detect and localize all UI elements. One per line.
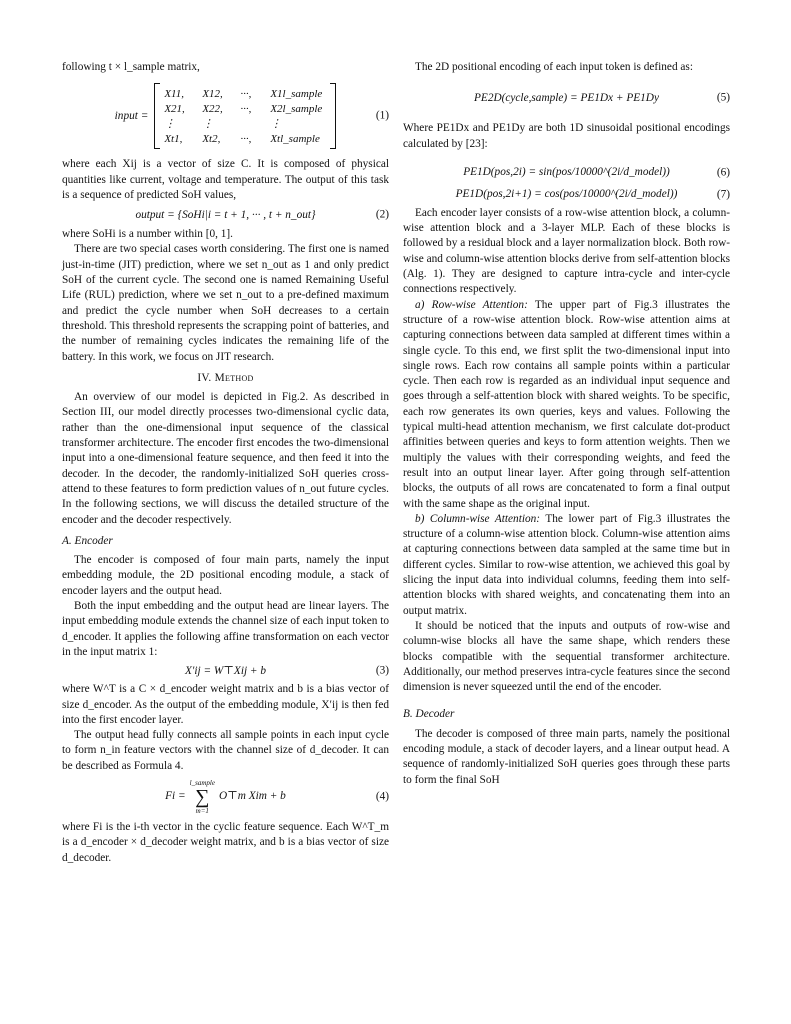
equation-2 [62,203,389,227]
intro-text: following t × l_sample matrix, [62,61,200,73]
paragraph-after-eq5: Where PE1Dx and PE1Dy are both 1D sinusoidal positional encodings calculated by [23]: [403,122,730,150]
paragraph-row-wise [403,298,730,512]
paragraph-overview: An overview of our model is depicted in Fig.2. As described in Section III, our model directly processes two-dimensional cyclic data, rather than the one-dimensional input sequence of the classical transformer architecture. The encoder first encodes the two-dimensional input into a one-dimensional feature sequence, and then feed it into the decoder. In the decoder, the randomly-initialized SoH queries cross-attend to these features to form prediction values of n_out future cycles. In the following sections, we will discuss the detailed structure of the encoder and the decoder respectively. [62,391,389,526]
sum-lower-limit: m=1 [195,806,209,815]
eq6-expression: PE1D(pos,2i) = sin(pos/10000^(2i/d_model)) [463,166,670,179]
eq5-number: (5) [716,91,730,104]
eq4-lhs: Fi = [165,790,186,803]
paragraph-column-wise [403,512,730,619]
matrix-right-bracket [330,83,336,149]
equation-4 [62,774,389,820]
paragraph-after-eq1: where each Xij is a vector of size C. It is composed of physical quantities like current, voltage and temperature. The output of this task is a sequence of predicted SoH values, [62,158,389,201]
paragraph-after-eq2: where SoHi is a number within [0, 1]. [62,228,233,241]
matrix-cell: ⋮ [164,117,176,130]
matrix-cell: Xt1, [164,132,183,145]
subsection-heading-decoder: B. Decoder [403,708,455,721]
eq3-number: (3) [375,664,389,677]
paragraph-positional-encoding: The 2D positional encoding of each input token is defined as: [415,61,693,73]
paragraph-encoder-1: The encoder is composed of four main parts, namely the input embedding module, the 2D positional encoding module, a stack of encoder layers and the output head. [62,554,389,597]
equation-6 [403,162,730,184]
row-wise-heading: a) Row-wise Attention: [415,298,528,311]
matrix-grid [164,87,326,146]
matrix-cell: ···, [240,102,252,115]
matrix-cell: X21, [164,102,185,115]
paragraph-encoder-layers: Each encoder layer consists of a row-wise attention block, a column-wise attention block and a 3-layer MLP. Each of these blocks is followed by a residual block and a layer normalization block. Both row-wise and column-wise attention blocks derive from self-attention blocks (Alg. 1). They are designed to capture intra-cycle and inter-cycle connections respectively. [403,206,730,296]
subsection-heading-encoder: A. Encoder [62,534,113,547]
eq2-number: (2) [375,208,389,221]
matrix-cell: X2l_sample [270,102,323,115]
right-column [403,60,730,788]
matrix-cell: ⋮ [270,117,282,130]
sum-upper-limit: l_sample [189,778,215,787]
paragraph-decoder: The decoder is composed of three main parts, namely the positional encoding module, a stack of decoder layers, and a linear output head. A sequence of randomly-initialized SoH queries goes through these parts to form the final SoH [403,727,730,786]
sigma-symbol: ∑ [195,785,210,808]
eq3-expression: X′ij = W⊤Xij + b [184,664,267,677]
eq7-expression: PE1D(pos,2i+1) = cos(pos/10000^(2i/d_model)) [455,188,678,201]
eq7-number: (7) [716,188,730,201]
matrix-cell: Xtl_sample [270,132,320,145]
equation-3 [62,660,389,682]
matrix-cell: X1l_sample [270,87,323,100]
matrix-cell: ···, [240,132,252,145]
eq1-lhs: input = [114,109,149,122]
matrix-cell: ···, [240,87,252,100]
matrix-cell: X12, [202,87,223,100]
eq5-expression: PE2D(cycle,sample) = PE1Dx + PE1Dy [474,91,659,104]
eq2-expression: output = {SoHi|i = t + 1, ··· , t + n_out} [135,208,316,221]
column-wise-heading: b) Column-wise Attention: [415,512,541,525]
eq4-number: (4) [375,790,389,803]
paragraph-after-eq4: where Fi is the i-th vector in the cyclic feature sequence. Each W^T_m is a d_encoder × d_decoder weight matrix, and b is a bias vector of size d_decoder. [62,820,389,864]
matrix-cell: ⋮ [202,117,214,130]
matrix-cell: Xt2, [202,132,221,145]
matrix-cell: X11, [164,87,184,100]
paragraph-note: It should be noticed that the inputs and outputs of row-wise and column-wise blocks all have the same shape, which renders these blocks compatible with the sequential transformer architecture. Additionally, our method preserves intra-cycle features since the second dimension is never squeezed until the end of the encoder. [403,619,730,694]
paragraph-cases: There are two special cases worth considering. The first one is named just-in-time (JIT) prediction, where we set n_out as 1 and only predict SoH of the current cycle. The second one is named Remaining Useful Life (RUL) prediction, where we set n_out to a pre-defined maximum and predict the cycle number when SoH decreases to a certain threshold. This threshold represents the scrapping point of batteries, and the number of remaining cycles indicates the remaining life of the battery. In this work, we focus on JIT research. [62,243,389,363]
input-matrix [154,83,336,149]
paragraph-after-eq3: where W^T is a C × d_encoder weight matrix and b is a bias vector of size d_encoder. As the output of the embedding module, X′ij is then fed into the first encoder layer. [62,683,389,726]
matrix-left-bracket [154,83,160,149]
equation-1 [62,75,389,157]
equation-5 [403,75,730,121]
paragraph-encoder-2: Both the input embedding and the output head are linear layers. The input embedding module extends the channel size of each input token to d_encoder. It applies the following affine transformation on each vector in the input matrix 1: [62,600,389,658]
summation [190,779,215,815]
row-wise-text: The upper part of Fig.3 illustrates the structure of a row-wise attention block. Row-wise attention aims at capturing connections between data sampled at different times within a single cycle. To this end, we first split the two-dimensional input into single rows. Each row contains all sample points within a particular cycle. Then each row is regarded as an individual input sequence and goes through a self-attention block with shared weights. To be specific, each row generates its own queries, keys and values. Following the typical multi-head attention mechanism, we first calculate dot-product affinities between queries and keys to form attention weights. Then we multiply the values with their corresponding weights, and feed the result into an output linear layer. After going through self-attention blocks, the outputs of all rows are concatenated to form a final output with the same shape as the original input. [403,298,730,510]
left-column [62,60,389,866]
eq4-rhs: O⊤m Xim + b [218,790,286,803]
matrix-cell: X22, [202,102,223,115]
matrix-cell [240,117,270,131]
eq6-number: (6) [716,166,730,179]
section-heading-method: IV. Method [197,371,254,384]
column-wise-text: The lower part of Fig.3 illustrates the structure of a column-wise attention block. Column-wise attention aims at capturing connections between data sampled at the same time but in different cycles. Similar to row-wise attention, we achieved this goal by slicing the input data into individual columns, feeding them into self-attention blocks with shared weights, and concatenating them into an output matrix. [403,512,731,617]
eq1-number: (1) [375,109,389,122]
equation-7 [403,184,730,206]
paragraph-encoder-3: The output head fully connects all sample points in each input cycle to form n_in feature vectors with the channel size of d_decoder. It can be described as Formula 4. [62,729,389,772]
